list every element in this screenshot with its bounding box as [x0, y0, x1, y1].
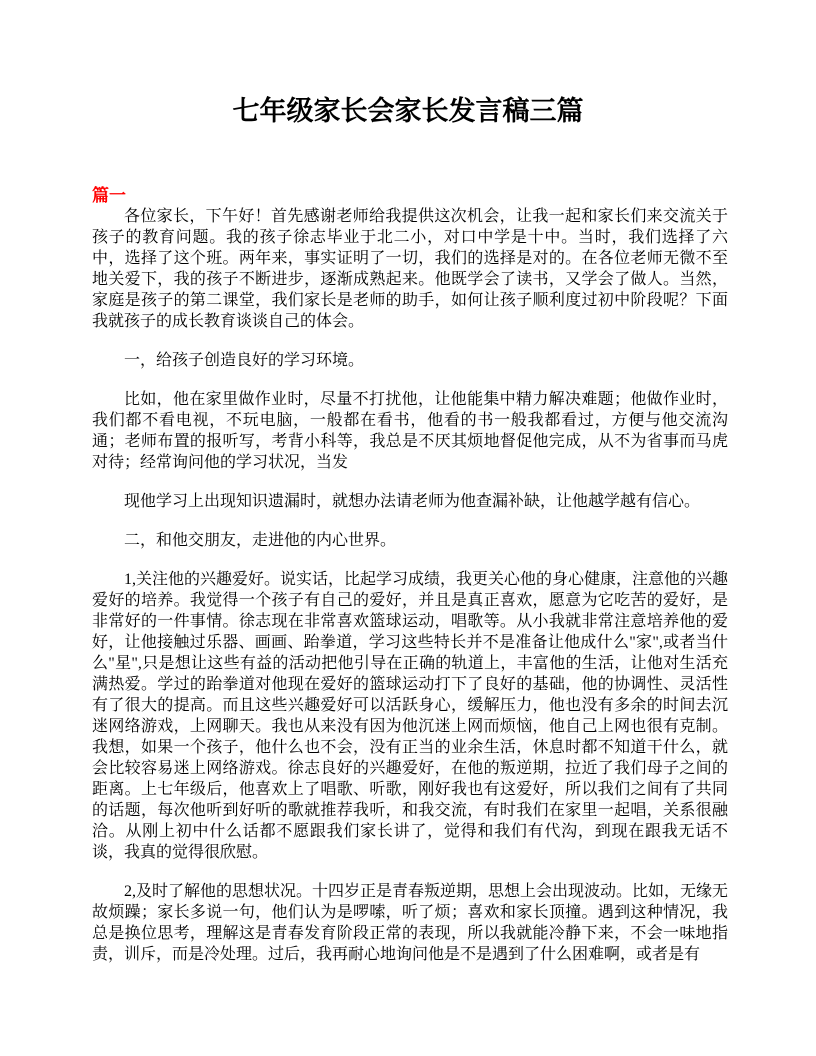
paragraph: 现他学习上出现知识遗漏时，就想办法请老师为他查漏补缺，让他越学越有信心。 [124, 493, 701, 510]
paragraph: 各位家长，下午好！首先感谢老师给我提供这次机会，让我一起和家长们来交流关于孩子的教育问题。我的孩子徐志毕业于北二小，对口中学是十中。当时，我们选择了六中，选择了这个班。两年来，事实证明了一切，我们的选择是对的。在各位老师无微不至地关爱下，我的孩子不断进步，逐渐成熟起来。他既学会了读书，又学会了做人。当然，家庭是孩子的第二课堂，我们家长是老师的助手，如何让孩子顺利度过初中阶段呢？下面我就孩子的成长教育谈谈自己的体会。 [92, 208, 728, 330]
document-title: 七年级家长会家长发言稿三篇 [232, 96, 584, 126]
paragraph: 2,及时了解他的思想状况。十四岁正是青春叛逆期，思想上会出现波动。比如，无缘无故烦躁；家长多说一句，他们认为是啰嗦，听了烦；喜欢和家长顶撞。遇到这种情况，我总是换位思考，理解这是青春发育阶段正常的表现，所以我就能冷静下来，不会一味地指责，训斥，而是冷处理。过后，我再耐心地询问他是不是遇到了什么困难啊，或者是有 [92, 883, 729, 963]
paragraph: 一，给孩子创造良好的学习环境。 [124, 352, 365, 369]
paragraph: 二，和他交朋友，走进他的内心世界。 [124, 532, 397, 549]
section-heading: 篇一 [92, 186, 126, 205]
paragraph: 1,关注他的兴趣爱好。说实话，比起学习成绩，我更关心他的身心健康，注意他的兴趣爱好的培养。我觉得一个孩子有自己的爱好，并且是真正喜欢，愿意为它吃苦的爱好，是非常好的一件事情。徐志现在非常喜欢篮球运动，唱歌等。从小我就非常注意培养他的爱好，让他接触过乐器、画画、跆拳道，学习这些特长并不是准备让他成什么"家",或者当什么"星",只是想让这些有益的活动把他引导在正确的轨道上，丰富他的生活，让他对生活充满热爱。学过的跆拳道对他现在爱好的篮球运动打下了良好的基础，他的协调性、灵活性有了很大的提高。而且这些兴趣爱好可以活跃身心，缓解压力，他也没有多余的时间去沉迷网络游戏，上网聊天。我也从来没有因为他沉迷上网而烦恼，他自己上网也很有克制。我想，如果一个孩子，他什么也不会，没有正当的业余生活，休息时都不知道干什么，就会比较容易迷上网络游戏。徐志良好的兴趣爱好，在他的叛逆期，拉近了我们母子之间的距离。上七年级后，他喜欢上了唱歌、听歌，刚好我也有这爱好，所以我们之间有了共同的话题，每次他听到好听的歌就推荐我听，和我交流，有时我们在家里一起唱，关系很融洽。从刚上初中什么话都不愿跟我们家长讲了，觉得和我们有代沟，到现在跟我无话不谈，我真的觉得很欣慰。 [92, 571, 729, 861]
paragraph: 比如，他在家里做作业时，尽量不打扰他，让他能集中精力解决难题；他做作业时，我们都不看电视，不玩电脑，一般都在看书，他看的书一般我都看过，方便与他交流沟通；老师布置的报听写，考背小科等，我总是不厌其烦地督促他完成，从不为省事而马虎对待；经常询问他的学习状况，当发 [92, 391, 728, 471]
paragraph-list [92, 206, 728, 965]
document-content [92, 185, 728, 965]
